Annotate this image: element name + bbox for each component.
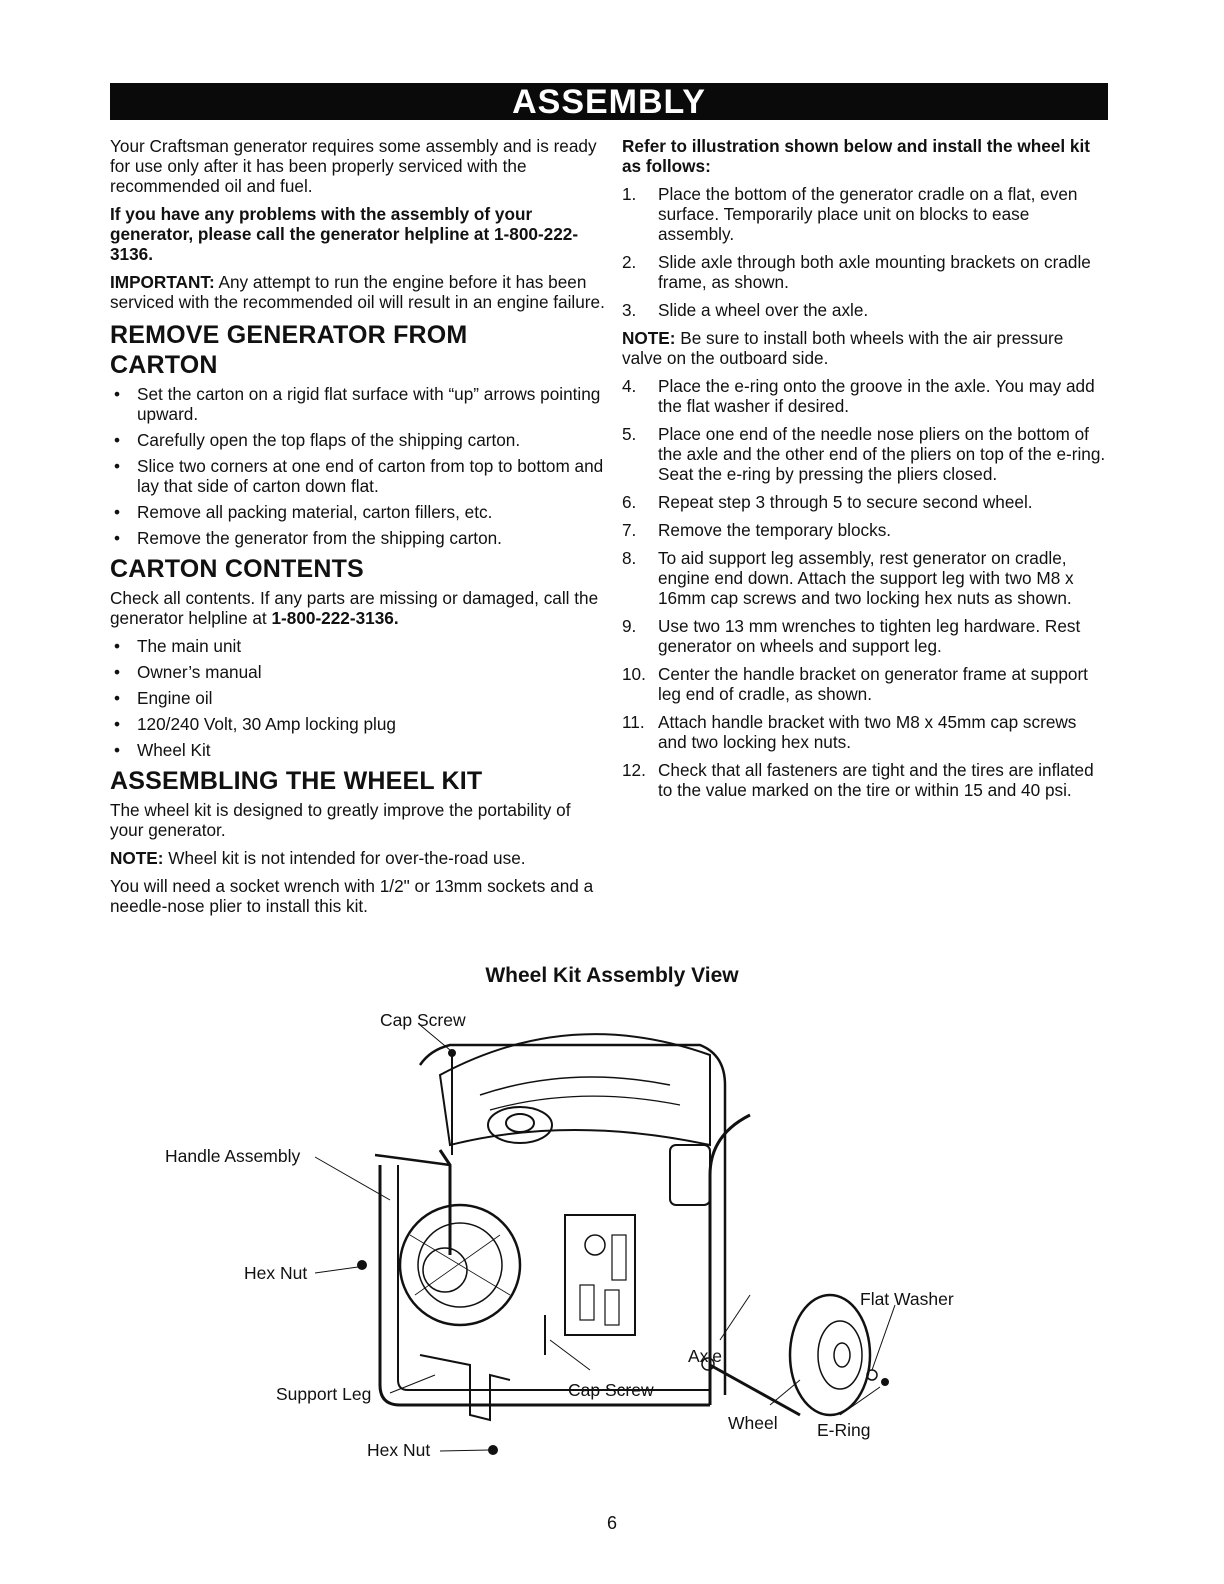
wheel-kit-illustration: [150, 995, 990, 1485]
right-column: [622, 136, 1108, 808]
step-item: 1. Place the bottom of the generator cradle on a flat, even surface. Temporarily place unit on blocks to ease assembly.: [622, 184, 1078, 244]
section-title-banner: ASSEMBLY: [110, 83, 1108, 120]
list-item: • The main unit: [110, 636, 605, 656]
step-item: 6. Repeat step 3 through 5 to secure second wheel.: [622, 492, 1033, 512]
label-e-ring: E-Ring: [817, 1420, 871, 1440]
step-item: 11. Attach handle bracket with two M8 x 45mm cap screws and two locking hex nuts.: [622, 712, 1077, 752]
list-item: • Wheel Kit: [110, 740, 605, 760]
label-cap-screw-top: Cap Screw: [380, 1010, 466, 1030]
label-hex-nut-bottom: Hex Nut: [367, 1440, 431, 1460]
left-column: [110, 136, 605, 924]
step-item: 3. Slide a wheel over the axle.: [622, 300, 869, 320]
list-item: • Carefully open the top flaps of the shipping carton.: [110, 430, 605, 450]
intro-paragraph: Your Craftsman generator requires some assembly and is ready for use only after it has been properly serviced with the recommended oil and fuel.: [110, 136, 597, 196]
wheel-intro: The wheel kit is designed to greatly improve the portability of your generator.: [110, 800, 571, 840]
page-number: 6: [606, 1513, 617, 1533]
label-support-leg: Support Leg: [276, 1384, 372, 1404]
label-handle-assembly: Handle Assembly: [165, 1146, 301, 1166]
label-axle: Axle: [688, 1346, 723, 1366]
important-paragraph: [110, 272, 605, 312]
important-label: IMPORTANT:: [110, 272, 215, 292]
step-item: 7. Remove the temporary blocks.: [622, 520, 892, 540]
carton-contents-heading: CARTON CONTENTS: [110, 555, 364, 583]
step-item: 10. Center the handle bracket on generator frame at support leg end of cradle, as shown.: [622, 664, 1088, 704]
steps-list-a: [622, 184, 1108, 320]
list-item: • Owner’s manual: [110, 662, 605, 682]
valve-note: NOTE: Be sure to install both wheels with the air pressure valve on the outboard side.: [622, 328, 1064, 368]
step-item: 12. Check that all fasteners are tight and the tires are inflated to the value marked on the tire or within 15 and 40 psi.: [622, 760, 1094, 800]
step-item: 4. Place the e-ring onto the groove in the axle. You may add the flat washer if desired.: [622, 376, 1095, 416]
contents-list: [110, 636, 605, 760]
instructions-lead: Refer to illustration shown below and install the wheel kit as follows:: [622, 136, 1090, 176]
figure-title: Wheel Kit Assembly View: [485, 964, 739, 987]
helpline-notice: If you have any problems with the assembly of your generator, please call the generator helpline at 1-800-222-3136.: [110, 204, 579, 264]
wheel-note: NOTE: Wheel kit is not intended for over-the-road use.: [110, 848, 526, 868]
remove-generator-heading: REMOVE GENERATOR FROM CARTON: [110, 321, 468, 379]
list-item: • Slice two corners at one end of carton from top to bottom and lay that side of carton down flat.: [110, 456, 605, 496]
list-item: • Remove the generator from the shipping carton.: [110, 528, 605, 548]
remove-steps-list: [110, 384, 605, 548]
step-item: 8. To aid support leg assembly, rest generator on cradle, engine end down. Attach the support leg with two M8 x 16mm cap screws and two locking hex nuts as shown.: [622, 548, 1074, 608]
label-hex-nut-mid: Hex Nut: [244, 1263, 308, 1283]
label-cap-screw-bottom: Cap Screw: [568, 1380, 654, 1400]
list-item: • 120/240 Volt, 30 Amp locking plug: [110, 714, 605, 734]
contents-intro: Check all contents. If any parts are missing or damaged, call the generator helpline at 1-800-222-3136.: [110, 588, 599, 628]
step-item: 2. Slide axle through both axle mounting brackets on cradle frame, as shown.: [622, 252, 1091, 292]
list-item: • Engine oil: [110, 688, 605, 708]
helpline-phone: 1-800-222-3136.: [271, 608, 399, 628]
step-item: 9. Use two 13 mm wrenches to tighten leg hardware. Rest generator on wheels and support leg.: [622, 616, 1081, 656]
label-wheel: Wheel: [728, 1413, 778, 1433]
list-item: • Remove all packing material, carton fillers, etc.: [110, 502, 605, 522]
tools-paragraph: You will need a socket wrench with 1/2" or 13mm sockets and a needle-nose plier to install this kit.: [110, 876, 594, 916]
label-flat-washer: Flat Washer: [860, 1289, 954, 1309]
steps-list-b: [622, 376, 1108, 800]
list-item: • Set the carton on a rigid flat surface with “up” arrows pointing upward.: [110, 384, 605, 424]
important-text: Any attempt to run the engine before it has been serviced with the recommended oil will result in an engine failure.: [110, 272, 605, 312]
wheel-kit-heading: ASSEMBLING THE WHEEL KIT: [110, 767, 483, 795]
step-item: 5. Place one end of the needle nose pliers on the bottom of the axle and the other end of the pliers on top of the e-ring. Seat the e-ring by pressing the pliers closed.: [622, 424, 1106, 484]
